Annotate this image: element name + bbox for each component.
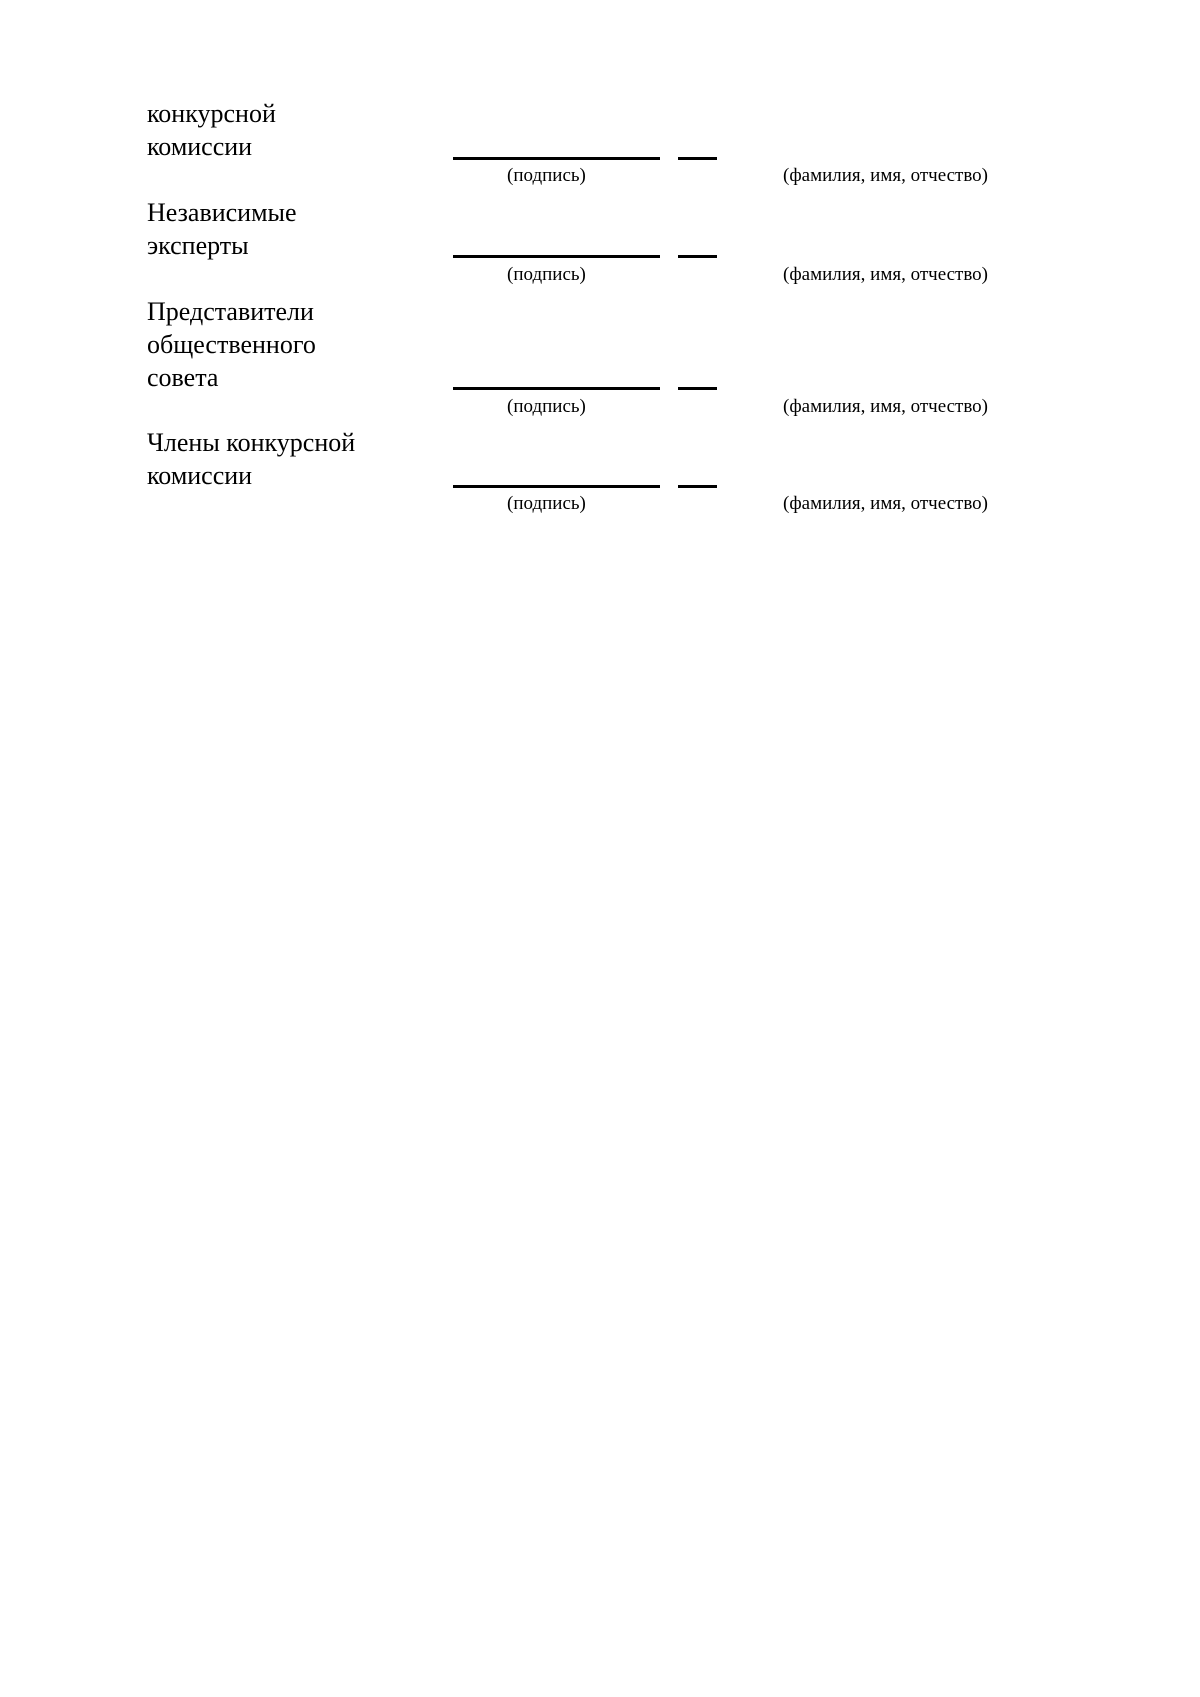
- dash-line: [678, 157, 717, 160]
- role-label: [147, 196, 397, 262]
- name-caption: (фамилия, имя, отчество): [783, 396, 989, 417]
- name-caption: (фамилия, имя, отчество): [783, 493, 989, 514]
- dash-line: [678, 387, 717, 390]
- role-label-line: комиссии: [147, 461, 253, 490]
- role-label-line: конкурсной: [147, 99, 276, 128]
- signature-line: [453, 157, 660, 160]
- signature-line: [453, 255, 660, 258]
- role-label: [147, 295, 397, 394]
- name-caption: (фамилия, имя, отчество): [783, 165, 989, 186]
- role-label-line: Представители: [147, 297, 314, 326]
- signature-line: [453, 387, 660, 390]
- signature-caption: (подпись): [507, 396, 586, 417]
- signature-line: [453, 485, 660, 488]
- signature-caption: (подпись): [507, 493, 586, 514]
- role-label-line: комиссии: [147, 132, 253, 161]
- role-label-line: совета: [147, 363, 219, 392]
- dash-line: [678, 485, 717, 488]
- role-label-line: общественного: [147, 330, 316, 359]
- dash-line: [678, 255, 717, 258]
- signature-caption: (подпись): [507, 264, 586, 285]
- role-label-line: эксперты: [147, 231, 249, 260]
- role-label-line: Независимые: [147, 198, 297, 227]
- role-label: [147, 97, 397, 163]
- signature-caption: (подпись): [507, 165, 586, 186]
- role-label-line: Члены конкурсной: [147, 428, 356, 457]
- name-caption: (фамилия, имя, отчество): [783, 264, 989, 285]
- role-label: [147, 426, 397, 492]
